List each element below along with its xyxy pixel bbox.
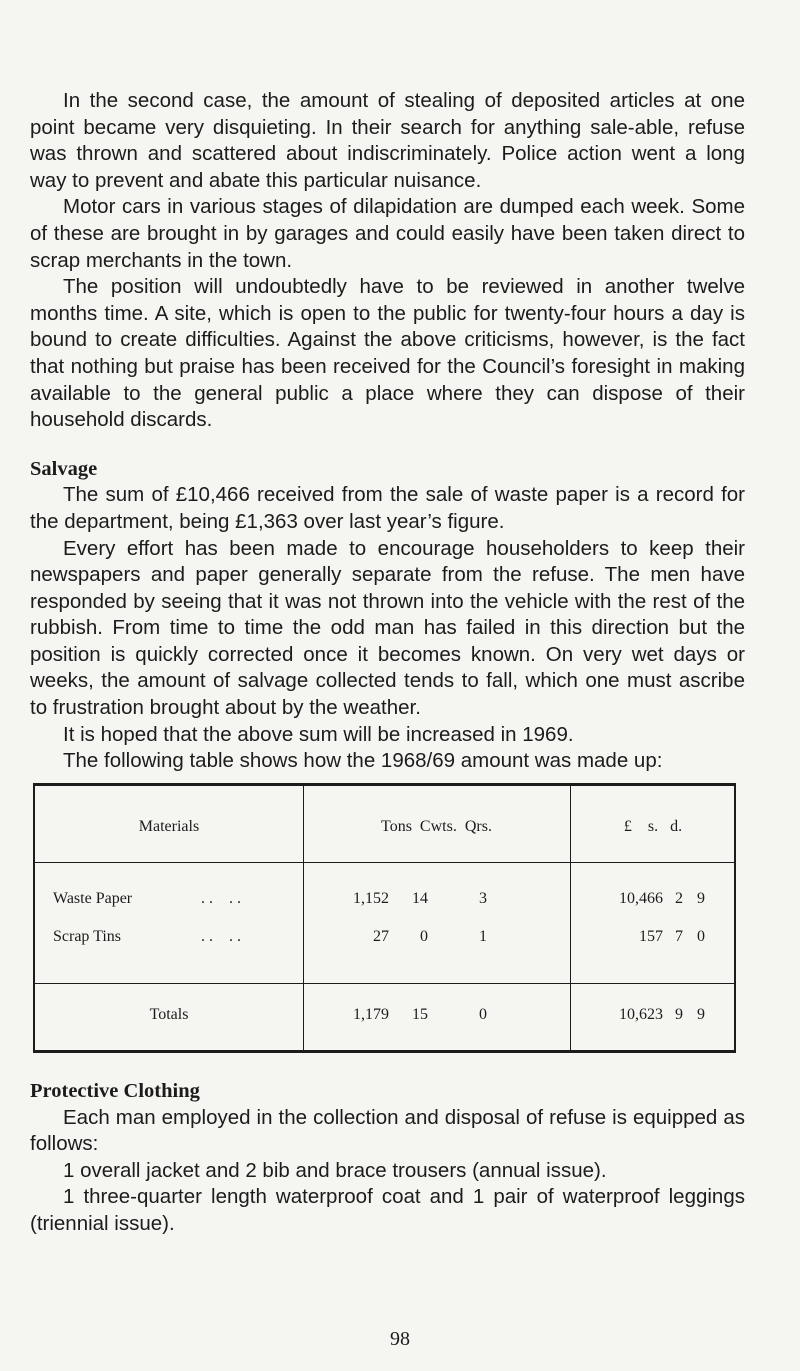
paragraph: Every effort has been made to encourage householders to keep their newspapers and paper generally separate from the refuse. The men have responded by seeing that it was not thrown into the vehicle with the rest of the rubbish. From time to time the odd man has failed in this direction but the position is quickly corrected once it becomes known. On very wet days or weeks, the amount of salvage collected tends to fall, which one must ascribe to frustration brought about by the weather. <box>30 536 745 720</box>
protective-section <box>30 1078 745 1238</box>
paragraph: 1 three-quarter length waterproof coat and 1 pair of waterproof leggings (triennial issue). <box>30 1185 745 1235</box>
section-heading-protective-clothing: Protective Clothing <box>30 1080 200 1102</box>
row-pounds: 10,466 <box>619 890 663 907</box>
salvage-table <box>33 783 736 1053</box>
row-pounds: 157 <box>639 928 663 945</box>
row-tons: 27 <box>373 928 389 945</box>
paragraph: The sum of £10,466 received from the sale of waste paper is a record for the department, being £1,363 over last year’s figure. <box>30 483 745 533</box>
paragraph: Motor cars in various stages of dilapidation are dumped each week. Some of these are brought in by garages and could easily have been taken direct to scrap merchants in the town. <box>30 195 745 272</box>
row-material: Scrap Tins <box>53 928 122 945</box>
totals-qrs: 0 <box>479 1006 487 1023</box>
document-body <box>30 88 745 775</box>
paragraph: 1 overall jacket and 2 bib and brace trousers (annual issue). <box>63 1158 607 1182</box>
row-qrs: 3 <box>479 890 487 907</box>
row-shillings: 2 <box>675 890 683 907</box>
totals-tons: 1,179 <box>353 1006 389 1023</box>
section-heading-salvage: Salvage <box>30 457 98 480</box>
row-tons: 1,152 <box>353 890 389 907</box>
header-quantity: Tons Cwts. Qrs. <box>381 818 492 835</box>
row-pence: 0 <box>697 928 705 945</box>
totals-cwts: 15 <box>412 1006 428 1023</box>
paragraph: Each man employed in the collection and disposal of refuse is equipped as follows: <box>30 1105 745 1156</box>
totals-pence: 9 <box>697 1006 705 1023</box>
totals-shillings: 9 <box>675 1006 683 1023</box>
totals-label: Totals <box>149 1006 189 1023</box>
row-qrs: 1 <box>479 928 487 945</box>
paragraph: The following table shows how the 1968/69 amount was made up: <box>63 749 663 773</box>
row-leader-dots: . . . . <box>201 928 241 945</box>
row-shillings: 7 <box>675 928 683 945</box>
page-number: 98 <box>390 1328 410 1350</box>
row-pence: 9 <box>697 890 705 907</box>
header-materials: Materials <box>138 818 200 835</box>
paragraph: It is hoped that the above sum will be increased in 1969. <box>63 722 574 746</box>
row-cwts: 0 <box>420 928 428 945</box>
header-money: £ s. d. <box>623 818 683 835</box>
row-material: Waste Paper <box>53 890 133 907</box>
totals-pounds: 10,623 <box>619 1006 663 1023</box>
paragraph: The position will undoubtedly have to be reviewed in another twelve months time. A site, which is open to the public for twenty-four hours a day is bound to create difficulties. Against the above criticisms, however, is the fact that nothing but praise has been received for the Council’s foresight in making available to the general public a place where they can dispose of their household discards. <box>30 275 745 432</box>
row-leader-dots: . . . . <box>201 890 241 907</box>
row-cwts: 14 <box>412 890 428 907</box>
paragraph: In the second case, the amount of stealing of deposited articles at one point became very disquieting. In their search for anything sale-able, refuse was thrown and scattered about indiscriminately. Police action went a long way to prevent and abate this particular nuisance. <box>30 89 745 192</box>
